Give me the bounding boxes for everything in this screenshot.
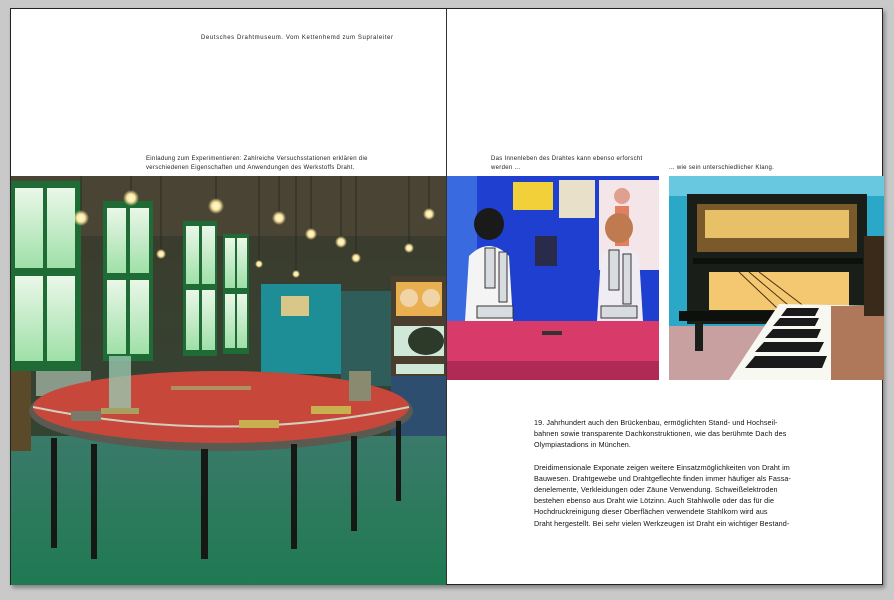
body-paragraph <box>534 462 824 529</box>
body-line: Olympiastadions in München. <box>534 440 631 450</box>
caption-line: Das Innenleben des Drahtes kann ebenso erforscht <box>491 156 643 162</box>
body-line: 19. Jahrhundert auch den Brückenbau, ermöglichten Stand- und Hochseil- <box>534 418 778 427</box>
photo-microscope-station <box>447 176 659 380</box>
body-text <box>534 417 824 540</box>
body-line: Draht hergestellt. Bei sehr vielen Werkzeugen ist Draht ein wichtiger Bestand- <box>534 518 790 528</box>
brochure-spread <box>10 8 883 585</box>
caption-microscope <box>491 155 643 173</box>
body-line: bestehen ebenso aus Draht wie Lötzinn. Auch Stahlwolle oder das für die <box>534 496 775 506</box>
body-line: denelemente, Verkleidungen oder Zäune Verwendung. Schweißelektroden <box>534 485 778 495</box>
caption-line: werden ... <box>491 165 521 171</box>
caption-piano <box>669 164 774 173</box>
caption-line: verschiedenen Eigenschaften und Anwendungen des Werkstoffs Draht. <box>146 165 355 171</box>
caption-line: Einladung zum Experimentieren: Zahlreiche Versuchsstationen erklären die <box>146 156 368 162</box>
body-paragraph <box>534 417 824 451</box>
body-line: bahnen sowie transparente Dachkonstruktionen, wie das berühmte Dach des <box>534 429 787 439</box>
body-line: Dreidimensionale Exponate zeigen weitere Einsatzmöglichkeiten von Draht im <box>534 462 790 472</box>
running-head: Deutsches Drahtmuseum. Vom Kettenhemd zum Supraleiter <box>201 35 394 41</box>
caption-exhibition-hall <box>146 155 368 173</box>
body-line: Hochdruckreinigung dieser Oberflächen verwendete Stahlkorn wird aus <box>534 507 768 517</box>
photo-piano <box>669 176 884 380</box>
caption-line: ... wie sein unterschiedlicher Klang. <box>669 165 775 171</box>
photo-exhibition-hall <box>11 176 446 585</box>
body-line: Bauwesen. Drahtgewebe und Drahtgeflechte finden immer häufiger als Fassa- <box>534 473 792 483</box>
